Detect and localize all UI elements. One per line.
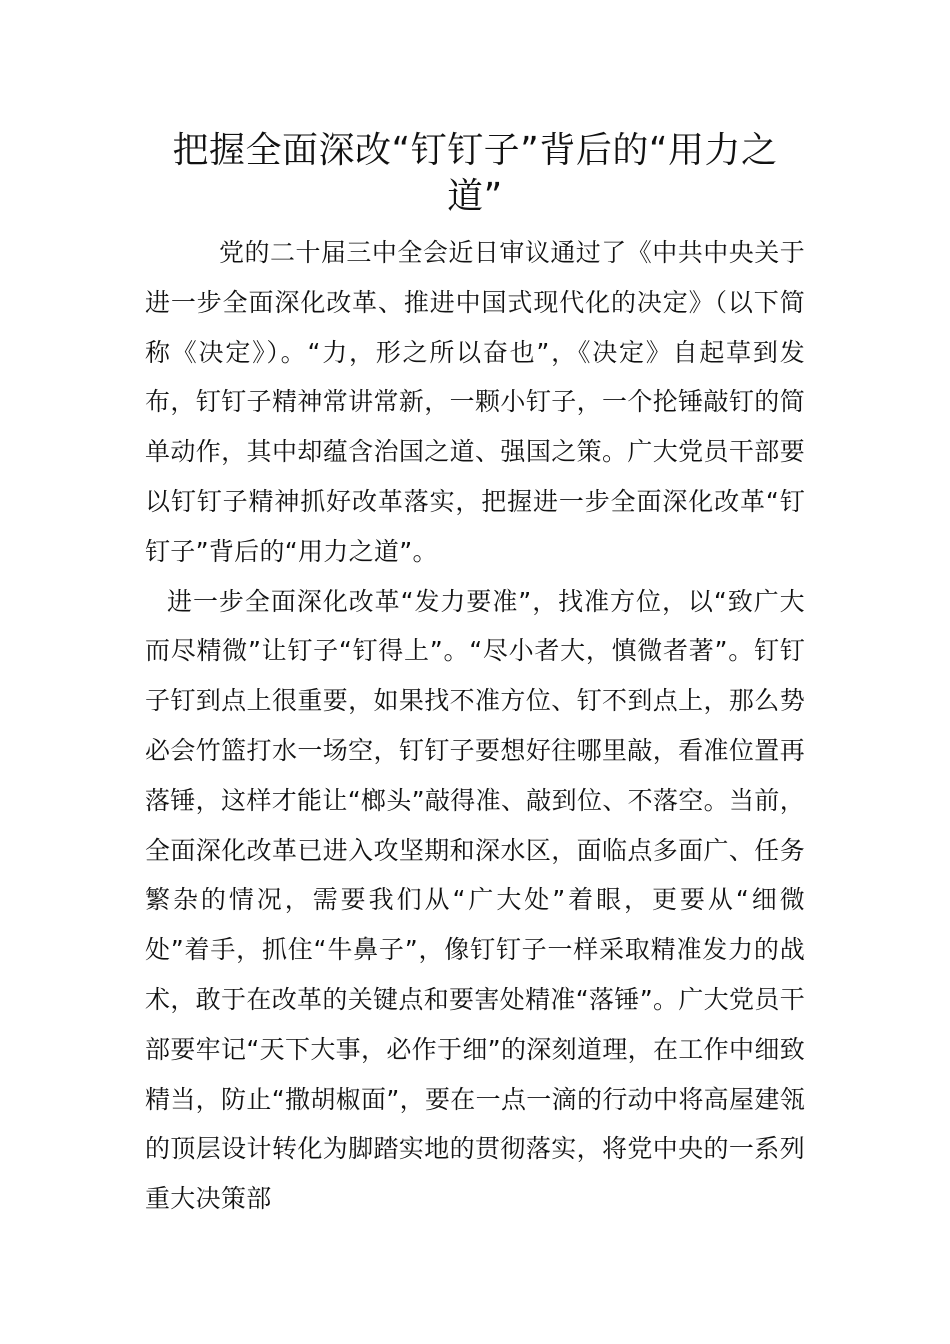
article-body [145,228,805,1224]
paragraph-intro: 党的二十届三中全会近日审议通过了《中共中央关于进一步全面深化改革、推进中国式现代化的决定》（以下简称《决定》）。“力，形之所以奋也”，《决定》自起草到发布，钉钉子精神常讲常新，一颗小钉子，一个抡锤敲钉的简单动作，其中却蕴含治国之道、强国之策。广大党员干部要以钉钉子精神抓好改革落实，把握进一步全面深化改革“钉钉子”背后的“用力之道”。 [145,238,805,566]
paragraph-section-1: 进一步全面深化改革“发力要准”，找准方位，以“致广大而尽精微”让钉子“钉得上”。“尽小者大，慎微者著”。钉钉子钉到点上很重要，如果找不准方位、钉不到点上，那么势必会竹篮打水一场空，钉钉子要想好往哪里敲，看准位置再落锤，这样才能让“榔头”敲得准、敲到位、不落空。当前，全面深化改革已进入攻坚期和深水区，面临点多面广、任务繁杂的情况，需要我们从“广大处”着眼，更要从“细微处”着手，抓住“牛鼻子”，像钉钉子一样采取精准发力的战术，敢于在改革的关键点和要害处精准“落锤”。广大党员干部要牢记“天下大事，必作于细”的深刻道理，在工作中细致精当，防止“撒胡椒面”，要在一点一滴的行动中将高屋建瓴的顶层设计转化为脚踏实地的贯彻落实，将党中央的一系列重大决策部 [145,586,805,1214]
article-title: 把握全面深改“钉钉子”背后的“用力之道” [172,130,778,217]
